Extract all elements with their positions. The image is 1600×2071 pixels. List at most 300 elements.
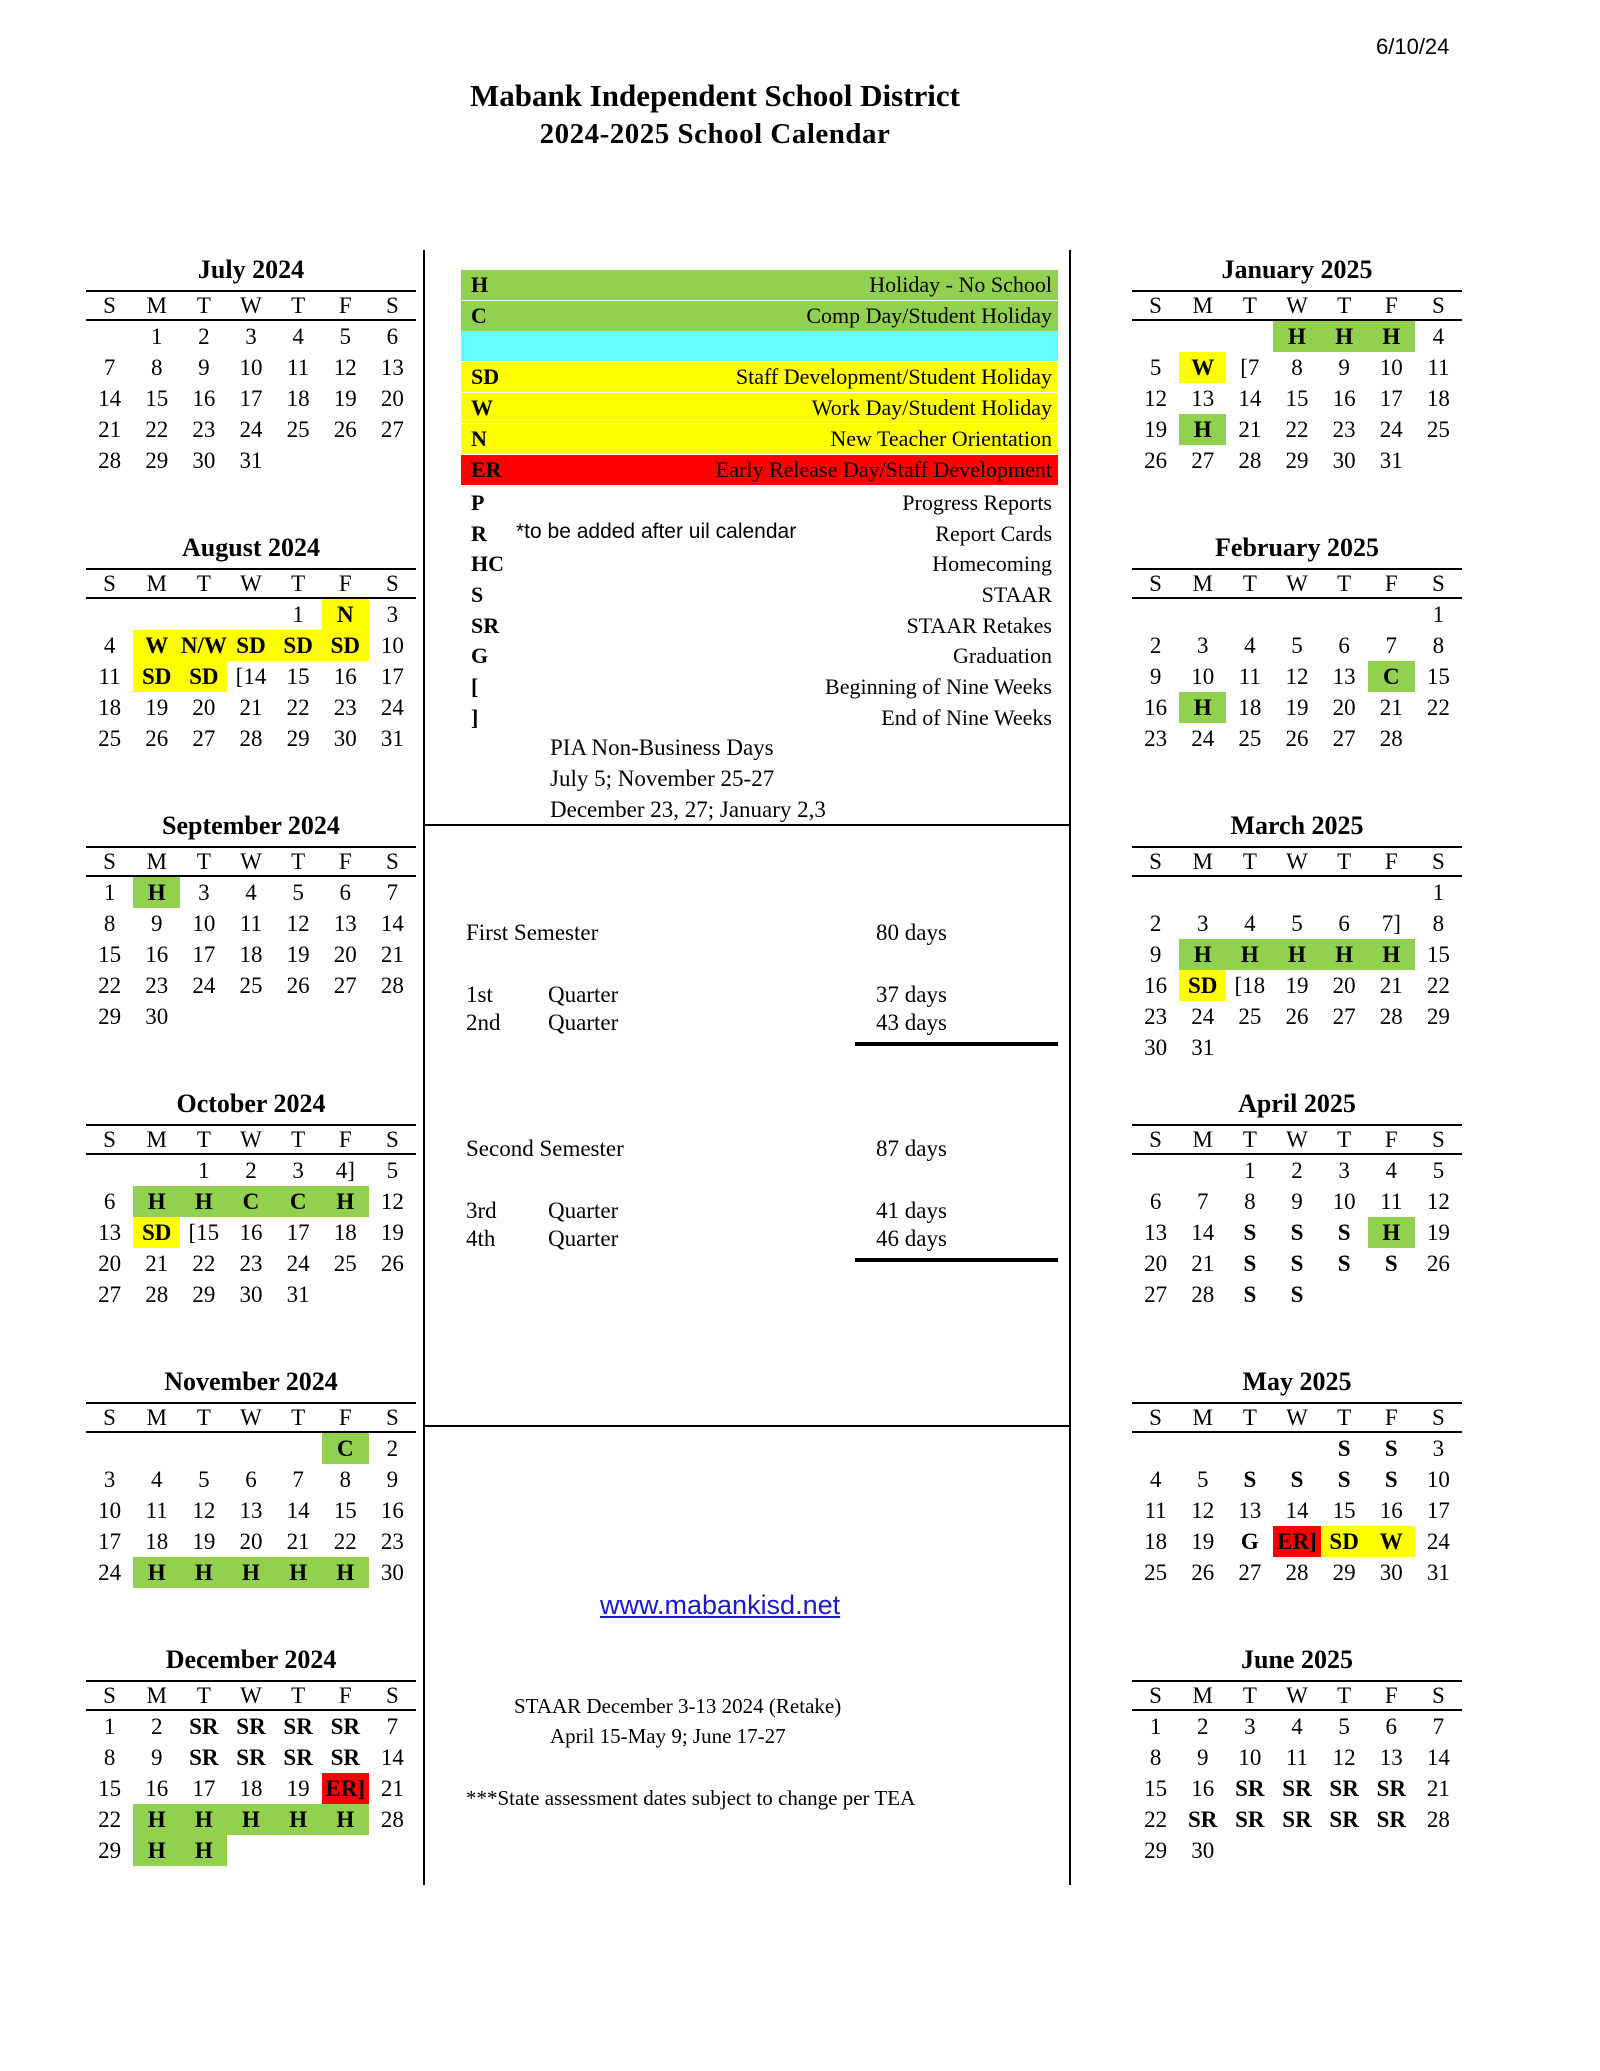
q3-days: 41 days	[876, 1198, 947, 1223]
legend-code: G	[471, 643, 489, 668]
day-cell: 31	[1191, 1034, 1215, 1060]
day-cell: 5	[1149, 354, 1162, 380]
day-cell: 19	[333, 385, 357, 411]
day-header: S	[1415, 1403, 1462, 1432]
day-cell: SR	[236, 1713, 266, 1739]
day-cell: 16	[380, 1497, 404, 1523]
day-cell	[1226, 320, 1273, 352]
day-cell: 10	[192, 910, 216, 936]
day-cell: 24	[1379, 416, 1403, 442]
day-cell: W	[1179, 352, 1226, 383]
day-cell	[1132, 876, 1179, 908]
day-cell: 3	[1196, 632, 1209, 658]
day-cell: 8	[1291, 354, 1303, 380]
legend-description: Progress Reports	[902, 490, 1052, 515]
legend-code: C	[471, 303, 487, 328]
day-cell: 13	[1332, 663, 1356, 689]
legend-description: Work Day/Student Holiday	[811, 395, 1052, 420]
day-cell: 30	[1332, 447, 1356, 473]
q4-label: Quarter	[548, 1226, 619, 1251]
legend-code: ER	[471, 457, 502, 482]
day-cell	[1226, 1835, 1273, 1866]
day-cell: 3	[103, 1466, 116, 1492]
day-cell	[133, 598, 180, 630]
day-cell: 13	[333, 910, 357, 936]
day-cell: 11	[239, 910, 263, 936]
day-header: M	[1179, 1125, 1226, 1154]
legend-code: ]	[471, 705, 479, 730]
week-row	[1132, 908, 1462, 939]
day-cell: 9	[1196, 1744, 1209, 1770]
day-header: W	[1273, 569, 1320, 598]
legend-row	[461, 549, 1058, 579]
day-cell: 9	[1291, 1188, 1303, 1214]
day-cell: 14	[1285, 1497, 1309, 1523]
day-cell: 16	[1144, 972, 1168, 998]
website-link[interactable]: www.mabankisd.net	[600, 1590, 841, 1620]
day-header: T	[1321, 1681, 1368, 1710]
day-cell: 27	[333, 972, 357, 998]
day-cell: H	[1368, 939, 1415, 970]
day-cell: 7	[103, 354, 116, 380]
day-cell	[180, 598, 227, 630]
day-cell	[1321, 1032, 1368, 1063]
day-header: M	[133, 847, 180, 876]
month-june-2025	[1132, 1640, 1462, 1866]
day-header: M	[1179, 1403, 1226, 1432]
day-cell: 17	[380, 663, 404, 689]
week-row	[86, 1001, 416, 1032]
day-cell: 4	[1244, 910, 1256, 936]
week-row	[1132, 1032, 1462, 1063]
day-cell: 5	[1291, 632, 1303, 658]
day-cell: 19	[286, 1775, 310, 1801]
first-semester-label: First Semester	[466, 920, 599, 945]
day-cell: 27	[192, 725, 216, 751]
day-cell: 18	[1144, 1528, 1168, 1554]
day-cell: 25	[286, 416, 310, 442]
day-header: T	[180, 569, 227, 598]
day-cell: 17	[1379, 385, 1403, 411]
week-row	[1132, 1464, 1462, 1495]
day-cell: SR	[1235, 1775, 1265, 1801]
day-cell: 1	[150, 323, 163, 349]
day-cell: 1	[198, 1157, 210, 1183]
day-cell	[1226, 1032, 1273, 1063]
day-cell: SD	[275, 630, 322, 661]
day-cell: 8	[1432, 910, 1445, 936]
day-cell	[1273, 1835, 1320, 1866]
day-cell	[322, 1835, 369, 1866]
day-cell	[322, 445, 369, 476]
day-cell: 5	[1338, 1713, 1350, 1739]
legend-code: P	[471, 490, 485, 515]
day-cell: 7	[386, 1713, 399, 1739]
legend-description: Comp Day/Student Holiday	[806, 303, 1052, 328]
day-cell: 4	[1291, 1713, 1303, 1739]
day-header: T	[275, 1403, 322, 1432]
week-row	[1132, 1248, 1462, 1279]
day-header: M	[1179, 1681, 1226, 1710]
day-cell: 30	[380, 1559, 404, 1585]
week-row	[86, 1432, 416, 1464]
legend-row	[461, 270, 1058, 300]
day-cell: H	[1179, 692, 1226, 723]
legend-code: [	[471, 674, 479, 699]
day-cell	[1132, 598, 1179, 630]
week-row	[1132, 1557, 1462, 1588]
month-title: December 2024	[165, 1645, 337, 1674]
day-header: W	[1273, 1125, 1320, 1154]
month-title: August 2024	[182, 533, 320, 562]
month-title: June 2025	[1241, 1645, 1353, 1674]
day-cell: 13	[1191, 385, 1215, 411]
day-cell: ER]	[322, 1773, 369, 1804]
week-row	[86, 1526, 416, 1557]
month-grid	[86, 1402, 416, 1588]
day-cell: S	[1243, 1250, 1257, 1276]
day-cell: 14	[380, 1744, 404, 1770]
day-cell: 30	[145, 1003, 169, 1029]
pia-line-1: July 5; November 25-27	[550, 766, 775, 791]
day-cell: 8	[1149, 1744, 1162, 1770]
day-cell: 16	[145, 1775, 169, 1801]
day-cell: ER]	[1273, 1526, 1320, 1557]
day-cell: 22	[1144, 1806, 1168, 1832]
day-cell: 6	[1149, 1188, 1162, 1214]
day-cell: SD	[1179, 970, 1226, 1001]
day-cell: SR	[1329, 1775, 1359, 1801]
day-cell: 18	[239, 941, 263, 967]
week-row	[1132, 1835, 1462, 1866]
day-cell: 20	[192, 694, 216, 720]
day-cell: 22	[1426, 694, 1450, 720]
legend-row	[461, 641, 1058, 671]
legend-description: Holiday - No School	[869, 272, 1052, 297]
day-cell: 13	[1144, 1219, 1168, 1245]
week-row	[1132, 598, 1462, 630]
day-cell: H	[322, 1557, 369, 1588]
day-cell: 23	[239, 1250, 263, 1276]
legend-row	[461, 301, 1058, 331]
day-cell	[1368, 1279, 1415, 1310]
day-cell: 15	[1426, 941, 1450, 967]
day-cell: H	[1368, 1217, 1415, 1248]
day-header: F	[322, 1125, 369, 1154]
week-row	[1132, 1001, 1462, 1032]
legend-code: S	[471, 582, 484, 607]
day-cell: 2	[1149, 910, 1162, 936]
day-cell: 24	[1191, 725, 1215, 751]
q3-label: Quarter	[548, 1198, 619, 1223]
day-cell: 29	[192, 1281, 216, 1307]
day-cell	[369, 445, 416, 476]
day-cell: 11	[145, 1497, 168, 1523]
day-cell: 28	[1191, 1281, 1215, 1307]
week-row	[1132, 320, 1462, 352]
day-cell: SR	[189, 1744, 219, 1770]
day-cell: 12	[192, 1497, 216, 1523]
day-cell: S	[1290, 1281, 1304, 1307]
day-cell: 14	[1191, 1219, 1215, 1245]
day-cell: 19	[145, 694, 169, 720]
day-header: W	[227, 1125, 274, 1154]
day-cell: 14	[1238, 385, 1262, 411]
legend-row	[461, 331, 1058, 361]
day-cell: 28	[145, 1281, 169, 1307]
day-cell: 9	[1338, 354, 1350, 380]
day-header: T	[180, 847, 227, 876]
day-cell: H	[1179, 939, 1226, 970]
day-cell: 6	[103, 1188, 116, 1214]
day-cell: C	[322, 1432, 369, 1464]
day-cell: 26	[145, 725, 169, 751]
day-header: S	[1415, 1681, 1462, 1710]
day-cell: 10	[1426, 1466, 1450, 1492]
day-header: T	[1321, 1125, 1368, 1154]
day-cell: 29	[145, 447, 169, 473]
day-cell: 11	[1427, 354, 1450, 380]
day-cell: 9	[150, 1744, 163, 1770]
day-cell	[369, 1835, 416, 1866]
day-cell: 1	[1244, 1157, 1256, 1183]
day-header: S	[1415, 847, 1462, 876]
day-cell: 17	[239, 385, 263, 411]
month-december-2024	[86, 1640, 416, 1866]
day-cell: SR	[1235, 1806, 1265, 1832]
day-cell: 12	[333, 354, 357, 380]
day-cell: 7	[292, 1466, 304, 1492]
legend-code: SD	[471, 364, 500, 389]
day-header: F	[322, 1681, 369, 1710]
week-row	[86, 414, 416, 445]
day-cell: 9	[386, 1466, 399, 1492]
day-cell: 19	[192, 1528, 216, 1554]
month-april-2025	[1132, 1084, 1462, 1310]
day-cell: SD	[1321, 1526, 1368, 1557]
day-cell: 29	[1144, 1837, 1168, 1863]
day-cell	[1368, 598, 1415, 630]
day-cell: H	[227, 1557, 274, 1588]
day-cell: 7	[1385, 632, 1398, 658]
day-cell: 26	[1285, 725, 1309, 751]
day-cell: 28	[239, 725, 263, 751]
day-cell: SR	[1188, 1806, 1218, 1832]
day-cell: H	[227, 1804, 274, 1835]
day-header: F	[322, 1403, 369, 1432]
week-row	[1132, 970, 1462, 1001]
day-cell: SD	[133, 661, 180, 692]
second-semester-days: 87 days	[876, 1136, 947, 1161]
day-cell: SR	[189, 1713, 219, 1739]
day-cell	[1179, 320, 1226, 352]
week-row	[1132, 692, 1462, 723]
week-row	[86, 1464, 416, 1495]
page-subtitle: 2024-2025 School Calendar	[539, 118, 891, 150]
q1-label: Quarter	[548, 982, 619, 1007]
day-cell: S	[1384, 1250, 1398, 1276]
day-cell: 12	[286, 910, 310, 936]
day-cell: 1	[292, 601, 304, 627]
day-cell	[1273, 876, 1320, 908]
legend-description: Homecoming	[932, 551, 1052, 576]
legend-description: STAAR	[981, 582, 1052, 607]
day-cell: 11	[1144, 1497, 1167, 1523]
day-cell: 3	[245, 323, 257, 349]
day-cell	[1415, 1279, 1462, 1310]
day-cell: 21	[98, 416, 122, 442]
month-title: January 2025	[1221, 255, 1373, 284]
week-row	[86, 1557, 416, 1588]
month-may-2025	[1132, 1362, 1462, 1588]
day-cell: 3	[1432, 1435, 1445, 1461]
day-cell: 11	[98, 663, 121, 689]
day-header: S	[1132, 569, 1179, 598]
day-cell: 8	[103, 1744, 116, 1770]
day-header: S	[1132, 1681, 1179, 1710]
day-cell: 22	[98, 1806, 122, 1832]
day-cell: 15	[98, 941, 122, 967]
day-cell: 15	[333, 1497, 357, 1523]
month-grid	[1132, 1124, 1462, 1310]
day-cell: 23	[380, 1528, 404, 1554]
day-cell: H	[322, 1186, 369, 1217]
day-cell: 1	[1149, 1713, 1162, 1739]
day-cell: 14	[1426, 1744, 1450, 1770]
day-header: S	[369, 1125, 416, 1154]
day-header: F	[322, 847, 369, 876]
day-cell	[86, 1154, 133, 1186]
day-cell: 16	[145, 941, 169, 967]
day-header: W	[227, 291, 274, 320]
day-cell: H	[133, 1186, 180, 1217]
day-header: F	[1368, 291, 1415, 320]
day-header: S	[86, 569, 133, 598]
day-cell: 18	[1238, 694, 1262, 720]
day-cell: 20	[380, 385, 404, 411]
day-cell: 2	[150, 1713, 163, 1739]
day-cell: 18	[333, 1219, 357, 1245]
day-header: M	[1179, 569, 1226, 598]
week-row	[86, 970, 416, 1001]
day-cell: 22	[1285, 416, 1309, 442]
day-cell: 13	[1238, 1497, 1262, 1523]
day-cell: 5	[1196, 1466, 1209, 1492]
day-cell: 12	[1285, 663, 1309, 689]
day-cell: 2	[198, 323, 210, 349]
day-cell: 16	[1379, 1497, 1403, 1523]
day-cell: 22	[145, 416, 169, 442]
week-row	[86, 383, 416, 414]
day-cell: 22	[98, 972, 122, 998]
day-cell: 21	[380, 941, 404, 967]
day-cell: 19	[1191, 1528, 1215, 1554]
day-cell: 13	[1379, 1744, 1403, 1770]
day-cell: 6	[245, 1466, 257, 1492]
q4-num: 4th	[466, 1226, 496, 1251]
day-cell	[1321, 1279, 1368, 1310]
day-cell: 20	[1332, 972, 1356, 998]
day-cell: 1	[1432, 601, 1445, 627]
month-title: November 2024	[164, 1367, 338, 1396]
day-cell: 24	[239, 416, 263, 442]
legend-description: Early Release Day/Staff Development	[715, 457, 1052, 482]
day-cell: 15	[1332, 1497, 1356, 1523]
day-cell: SD	[133, 1217, 180, 1248]
month-february-2025	[1132, 528, 1462, 754]
week-row	[86, 1773, 416, 1804]
day-header: F	[1368, 1125, 1415, 1154]
month-title: October 2024	[176, 1089, 326, 1118]
day-cell: 11	[1238, 663, 1261, 689]
day-cell: 10	[1238, 1744, 1262, 1770]
day-cell	[86, 598, 133, 630]
day-cell: 29	[1285, 447, 1309, 473]
day-cell: H	[275, 1804, 322, 1835]
day-cell: 13	[380, 354, 404, 380]
day-cell: 4	[150, 1466, 163, 1492]
day-cell: 8	[103, 910, 116, 936]
day-cell: 9	[1149, 941, 1162, 967]
day-cell: 20	[239, 1528, 263, 1554]
day-cell: S	[1337, 1435, 1351, 1461]
center-divider-top	[424, 824, 1069, 826]
day-cell: 16	[1191, 1775, 1215, 1801]
day-cell: 23	[192, 416, 216, 442]
day-cell: 26	[286, 972, 310, 998]
day-cell: 16	[239, 1219, 263, 1245]
day-cell: 21	[380, 1775, 404, 1801]
month-grid	[1132, 846, 1462, 1063]
day-cell: 5	[198, 1466, 210, 1492]
month-grid	[86, 290, 416, 476]
day-cell: 16	[1144, 694, 1168, 720]
day-cell: [14	[235, 663, 267, 689]
day-cell: 20	[1144, 1250, 1168, 1276]
day-cell: 27	[1332, 1003, 1356, 1029]
day-cell: 23	[1144, 1003, 1168, 1029]
month-grid	[1132, 1402, 1462, 1588]
week-row	[1132, 1710, 1462, 1742]
day-header: T	[275, 1681, 322, 1710]
week-row	[86, 1217, 416, 1248]
week-row	[86, 1742, 416, 1773]
day-cell: H	[180, 1186, 227, 1217]
q1-num: 1st	[466, 982, 493, 1007]
day-cell	[1273, 1032, 1320, 1063]
day-cell: H	[180, 1804, 227, 1835]
day-cell: 19	[380, 1219, 404, 1245]
legend-code: HC	[471, 551, 504, 576]
day-cell: 12	[1332, 1744, 1356, 1770]
day-cell: 20	[1332, 694, 1356, 720]
legend-code: N	[471, 426, 487, 451]
month-grid	[1132, 568, 1462, 754]
day-header: M	[1179, 847, 1226, 876]
day-cell: H	[133, 1557, 180, 1588]
day-cell: 26	[1285, 1003, 1309, 1029]
second-semester-label: Second Semester	[466, 1136, 624, 1161]
day-cell: 21	[1379, 972, 1403, 998]
staar-note-line-1: STAAR December 3-13 2024 (Retake)	[514, 1694, 842, 1718]
day-header: T	[1321, 847, 1368, 876]
day-cell: 27	[1332, 725, 1356, 751]
day-cell: C	[275, 1186, 322, 1217]
day-cell: S	[1384, 1435, 1398, 1461]
pia-line-2: December 23, 27; January 2,3	[550, 797, 826, 822]
week-row	[1132, 1495, 1462, 1526]
day-header: W	[227, 1403, 274, 1432]
